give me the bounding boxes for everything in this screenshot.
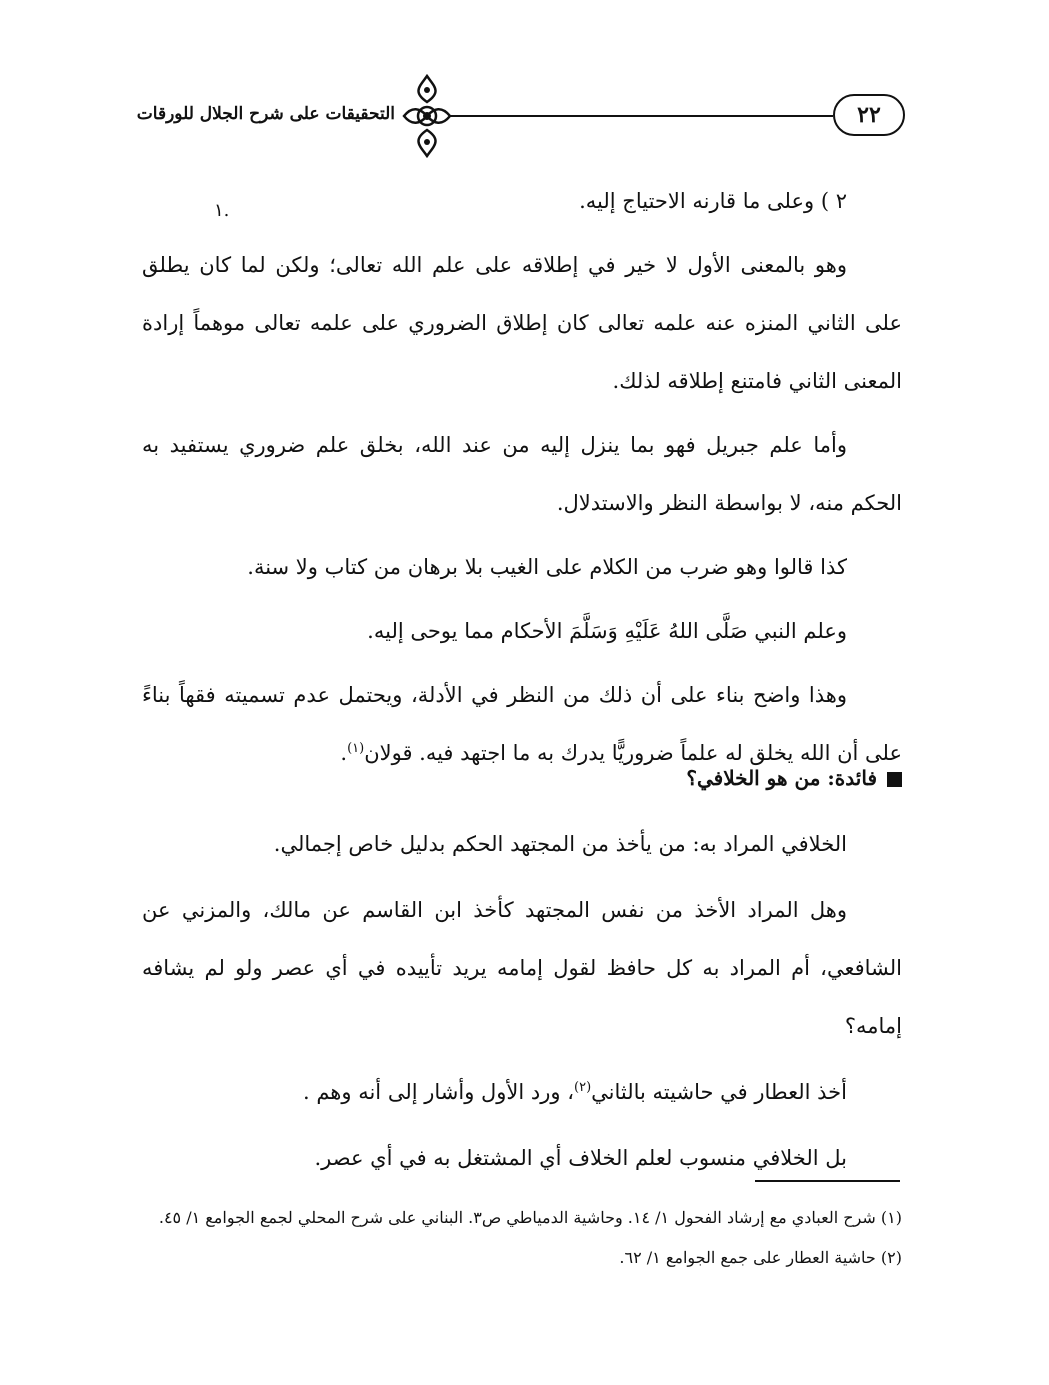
footnote: (٢) حاشية العطار على جمع الجوامع ١/ ٦٢. — [619, 1248, 902, 1267]
paragraph: ٢ ) وعلى ما قارنه الاحتياج إليه. — [579, 189, 847, 213]
paragraph-end: . — [340, 741, 348, 765]
paragraph: الخلافي المراد به: من يأخذ من المجتهد الحكم بدليل خاص إجمالي. — [273, 832, 847, 856]
verse-marker: ١. — [214, 200, 230, 221]
paragraph-text: أخذ العطار في حاشيته بالثاني — [591, 1080, 847, 1104]
book-title: التحقيقات على شرح الجلال للورقات — [136, 104, 395, 124]
paragraph-text: ، ورد الأول وأشار إلى أنه وهم . — [302, 1080, 574, 1104]
main-text — [142, 172, 902, 788]
paragraph: وهل المراد الأخذ من نفس المجتهد كأخذ ابن القاسم عن مالك، والمزني عن الشافعي، أم المراد به كل حافظ لقول إمامه يريد تأييده في أي عصر ولو لم يشافه إمامه؟ — [142, 898, 902, 1038]
page-number: ٢٢ — [833, 94, 905, 136]
footnotes — [142, 1200, 902, 1280]
footnote-rule — [755, 1180, 900, 1182]
section-heading-text: فائدة: من هو الخلافي؟ — [686, 766, 877, 790]
paragraph: وهو بالمعنى الأول لا خير في إطلاقه على علم الله تعالى؛ ولكن لما كان يطلق على الثاني المنزه عنه علمه تعالى كان إطلاق الضروري على علمه تعالى موهماً إرادة المعنى الثاني فامتنع إطلاقه لذلك. — [142, 253, 902, 393]
paragraph — [142, 1063, 902, 1121]
header-rule — [450, 115, 833, 117]
page-header — [0, 70, 1049, 160]
paragraph: كذا قالوا وهو ضرب من الكلام على الغيب بلا برهان من كتاب ولا سنة. — [247, 555, 847, 579]
footnote-ref[interactable]: (١) — [347, 741, 365, 756]
footnote: (١) شرح العبادي مع إرشاد الفحول ١/ ١٤. وحاشية الدمياطي ص٣. البناني على شرح المحلي لجمع الجوامع ١/ ٤٥. — [158, 1208, 902, 1227]
paragraph-text: وهذا واضح بناء على أن ذلك من النظر في الأدلة، ويحتمل عدم تسميته فقهاً بناءً على أن الله يخلق له علماً ضروريًّا يدرك به ما اجتهد فيه. قولان — [142, 683, 902, 765]
floral-ornament-icon — [398, 72, 456, 160]
section-heading — [142, 758, 902, 798]
square-bullet-icon — [887, 772, 902, 787]
paragraph: بل الخلافي منسوب لعلم الخلاف أي المشتغل به في أي عصر. — [314, 1146, 847, 1170]
paragraph: وعلم النبي صَلَّى اللهُ عَلَيْهِ وَسَلَّمَ الأحكام مما يوحى إليه. — [367, 619, 847, 643]
footnote-ref[interactable]: (٢) — [574, 1080, 592, 1095]
main-text-2 — [142, 815, 902, 1195]
paragraph: وأما علم جبريل فهو بما ينزل إليه من عند الله، بخلق علم ضروري يستفيد به الحكم منه، لا بواسطة النظر والاستدلال. — [142, 433, 902, 515]
